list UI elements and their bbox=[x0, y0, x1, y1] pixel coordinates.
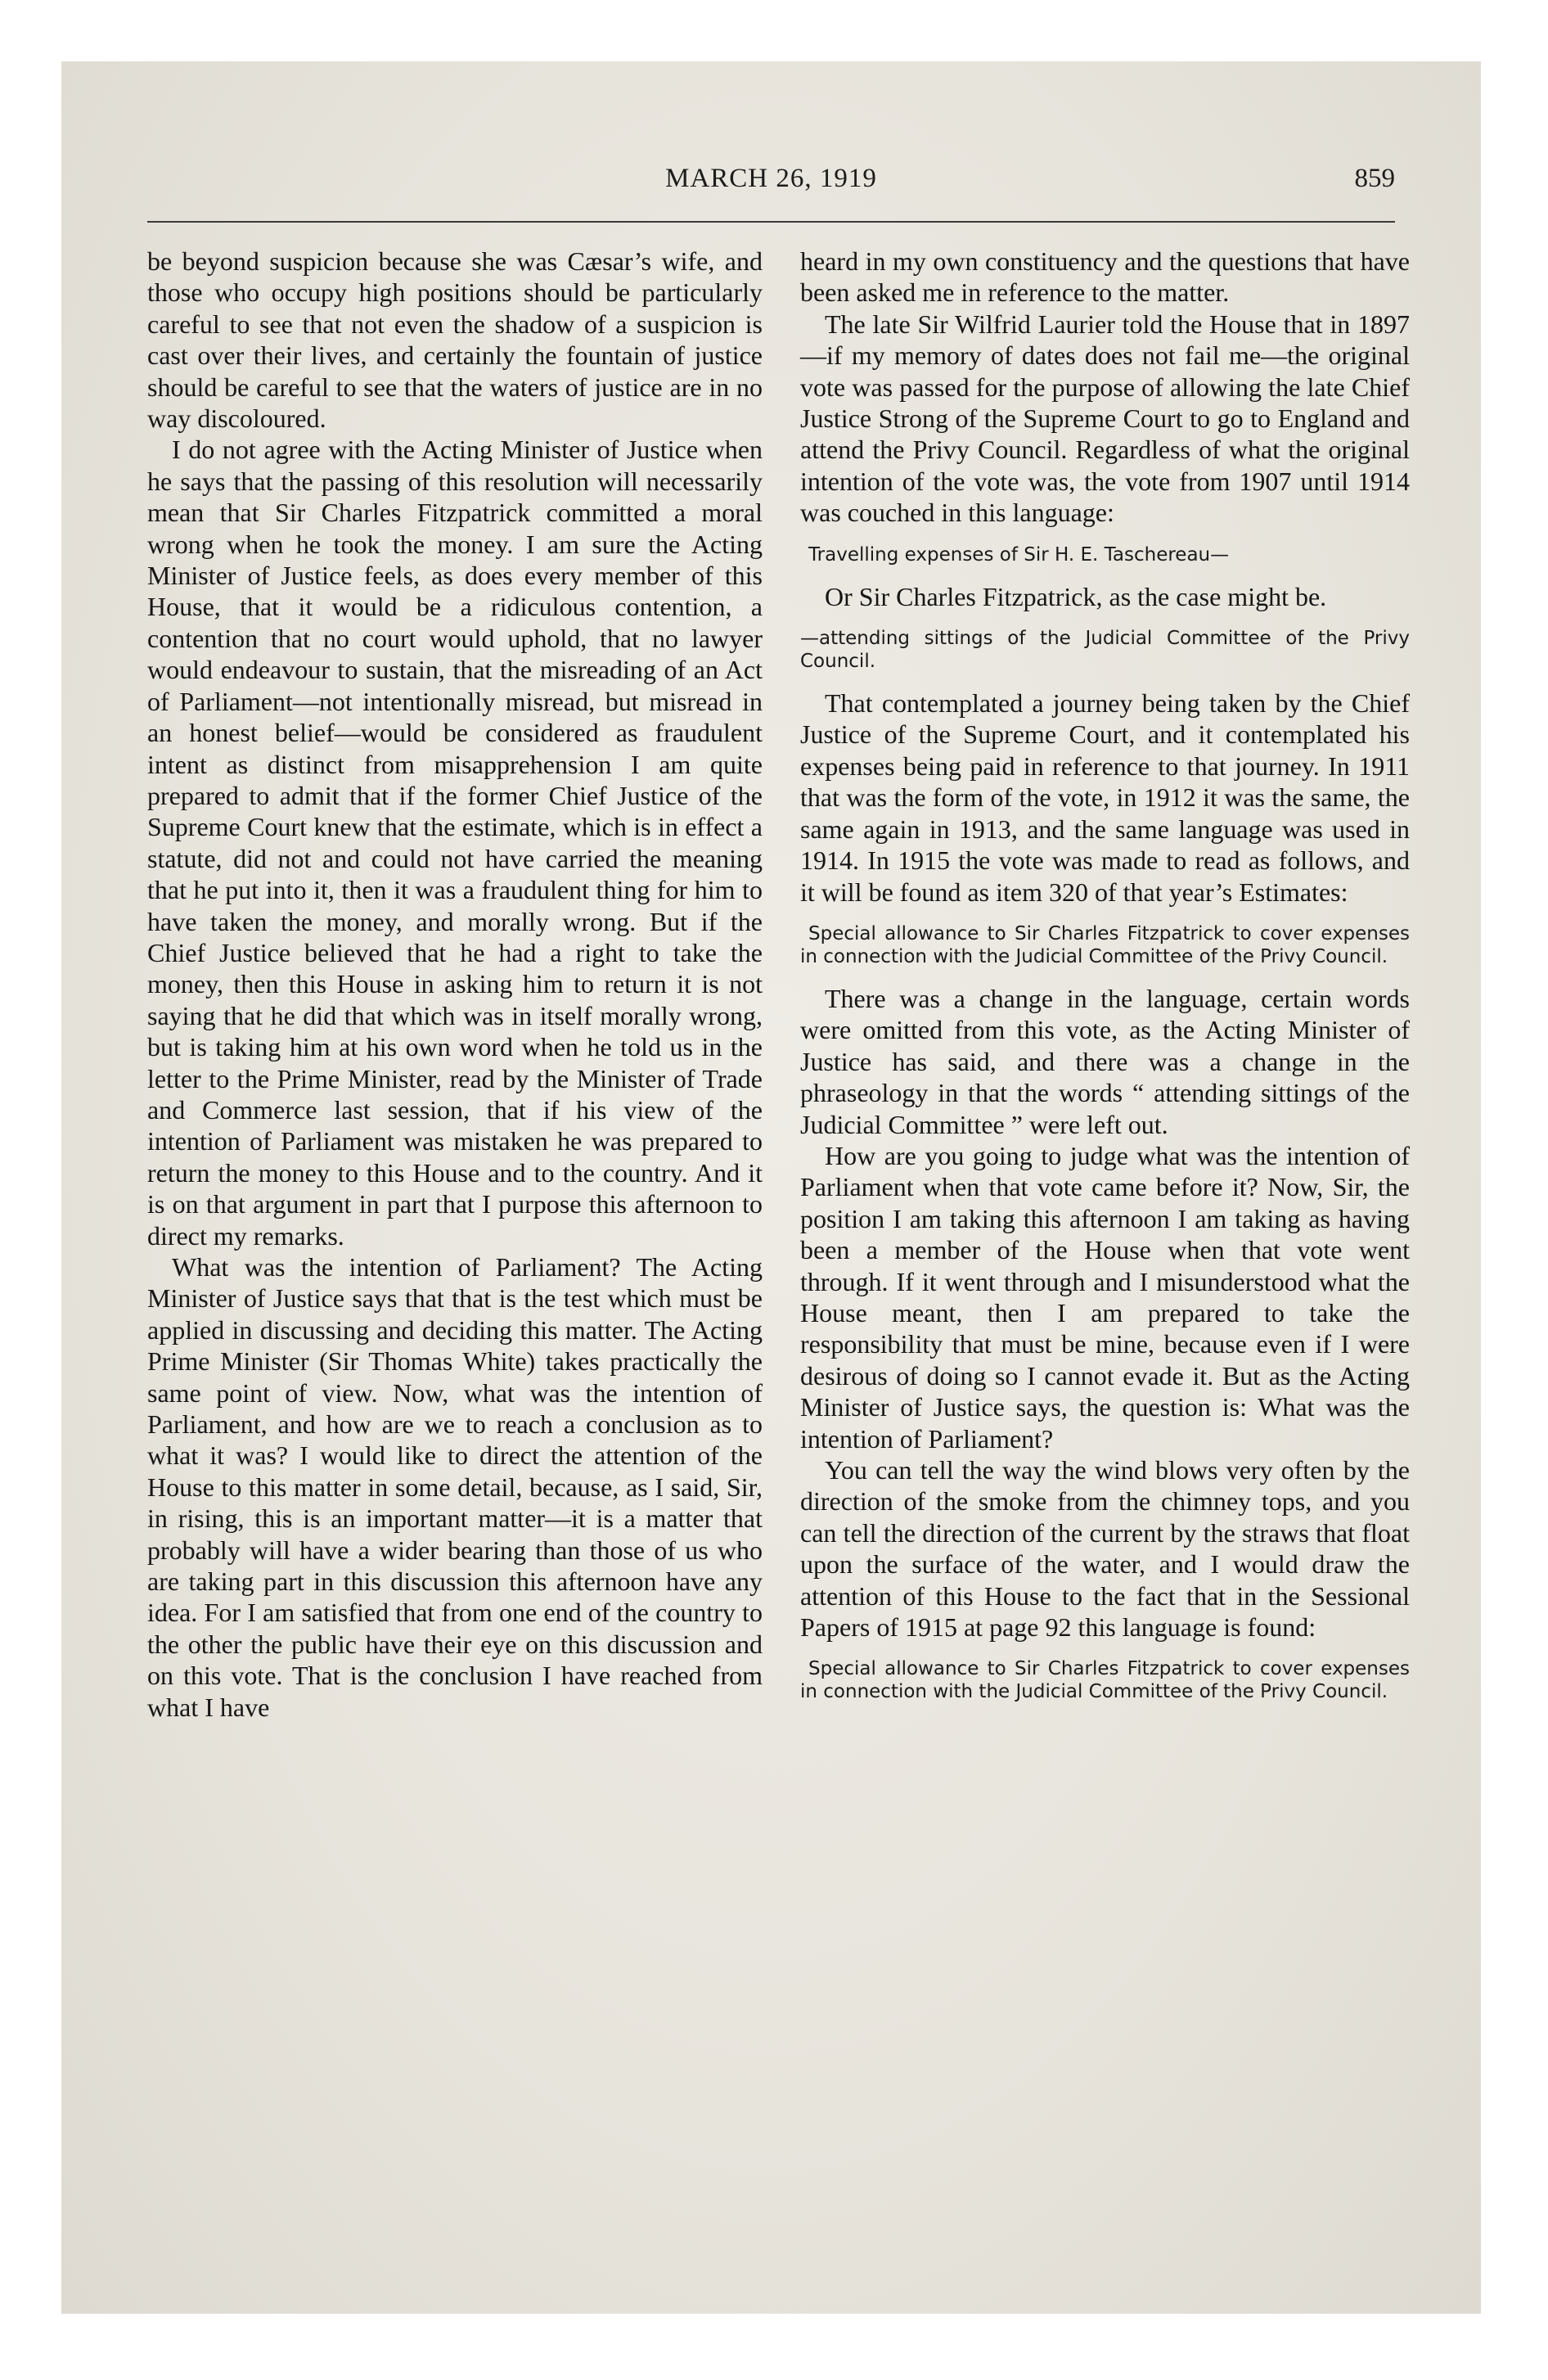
paragraph: There was a change in the language, certain words were omitted from this vote, as the Acting Minister of Justice has said, and there was a change in the phraseology in that the words “ attending sittings of the Judicial Committee ” were left out. bbox=[800, 983, 1410, 1139]
paragraph: That contemplated a journey being taken by the Chief Justice of the Supreme Court, and it contemplated his expenses being paid in reference to that journey. In 1911 that was the form of the vote, in 1912 it was the same, the same again in 1913, and the same language was used in 1914. In 1915 the vote was made to read as follows, and it will be found as item 320 of that year’s Estimates: bbox=[800, 688, 1410, 907]
quoted-estimate: Special allowance to Sir Charles Fitzpatrick to cover expenses in connection with the Judicial Committee of the Privy Council. bbox=[800, 922, 1410, 967]
quoted-estimate: —attending sittings of the Judicial Committee of the Privy Council. bbox=[800, 628, 1410, 673]
header-date: MARCH 26, 1919 bbox=[665, 164, 877, 193]
left-column bbox=[147, 246, 763, 1723]
paragraph: Or Sir Charles Fitzpatrick, as the case might be. bbox=[825, 581, 1327, 611]
paragraph: How are you going to judge what was the intention of Parliament when that vote came before it? Now, Sir, the position I am taking this afternoon I am taking as having been a member of the House when that vote went through. If it went through and I misunderstood what the House meant, then I am prepared to take the responsibility that must be mine, because even if I were desirous of doing so I cannot evade it. But as the Acting Minister of Justice says, the question is: What was the intention of Parliament? bbox=[800, 1140, 1410, 1454]
paragraph: The late Sir Wilfrid Laurier told the House that in 1897—if my memory of dates does not fail me—the original vote was passed for the purpose of allowing the late Chief Justice Strong of the Supreme Court to go to England and attend the Privy Council. Regardless of what the original intention of the vote was, the vote from 1907 until 1914 was couched in this language: bbox=[800, 309, 1410, 528]
right-column bbox=[800, 246, 1410, 1718]
quoted-estimate: Travelling expenses of Sir H. E. Taschereau— bbox=[808, 543, 1230, 566]
page-number: 859 bbox=[1354, 164, 1395, 193]
paragraph: heard in my own constituency and the questions that have been asked me in reference to the matter. bbox=[800, 246, 1410, 308]
paragraph: You can tell the way the wind blows very often by the direction of the smoke from the chimney tops, and you can tell the direction of the current by the straws that float upon the surface of the water, and I would draw the attention of this House to the fact that in the Sessional Papers of 1915 at page 92 this language is found: bbox=[800, 1455, 1410, 1643]
header-rule bbox=[147, 221, 1395, 223]
quoted-estimate: Special allowance to Sir Charles Fitzpatrick to cover expenses in connection with the Judicial Committee of the Privy Council. bbox=[800, 1658, 1410, 1703]
paragraph: What was the intention of Parliament? The Acting Minister of Justice says that that is the test which must be applied in discussing and deciding this matter. The Acting Prime Minister (Sir Thomas White) takes practically the same point of view. Now, what was the intention of Parliament, and how are we to reach a conclusion as to what it was? I would like to direct the attention of the House to this matter in some detail, because, as I said, Sir, in rising, this is an important matter—it is a matter that probably will have a wider bearing than those of us who are taking part in this discussion this afternoon have any idea. For I am satisfied that from one end of the country to the other the public have their eye on this discussion and on this vote. That is the conclusion I have reached from what I have bbox=[147, 1252, 763, 1722]
paragraph: I do not agree with the Acting Minister of Justice when he says that the passing of this resolution will necessarily mean that Sir Charles Fitzpatrick committed a moral wrong when he took the money. I am sure the Acting Minister of Justice feels, as does every member of this House, that it would be a ridiculous contention, a contention that no court would uphold, that no lawyer would endeavour to sustain, that the misreading of an Act of Parliament—not intentionally misread, but misread in an honest belief—would be considered as fraudulent intent as distinct from misapprehension I am quite prepared to admit that if the former Chief Justice of the Supreme Court knew that the estimate, which is in effect a statute, did not and could not have carried the meaning that he put into it, then it was a fraudulent thing for him to have taken the money, and morally wrong. But if the Chief Justice believed that he had a right to take the money, then this House in asking him to return it is not saying that he did that which was in itself morally wrong, but is taking him at his own word when he told us in the letter to the Prime Minister, read by the Minister of Trade and Commerce last session, that if his view of the intention of Parliament was mistaken he was prepared to return the money to this House and to the country. And it is on that argument in part that I purpose this afternoon to direct my remarks. bbox=[147, 435, 763, 1251]
paragraph: be beyond suspicion because she was Cæsar’s wife, and those who occupy high positions should be particularly careful to see that not even the shadow of a suspicion is cast over their lives, and certainly the fountain of justice should be careful to see that the waters of justice are in no way discoloured. bbox=[147, 246, 763, 434]
running-header bbox=[147, 164, 1395, 213]
